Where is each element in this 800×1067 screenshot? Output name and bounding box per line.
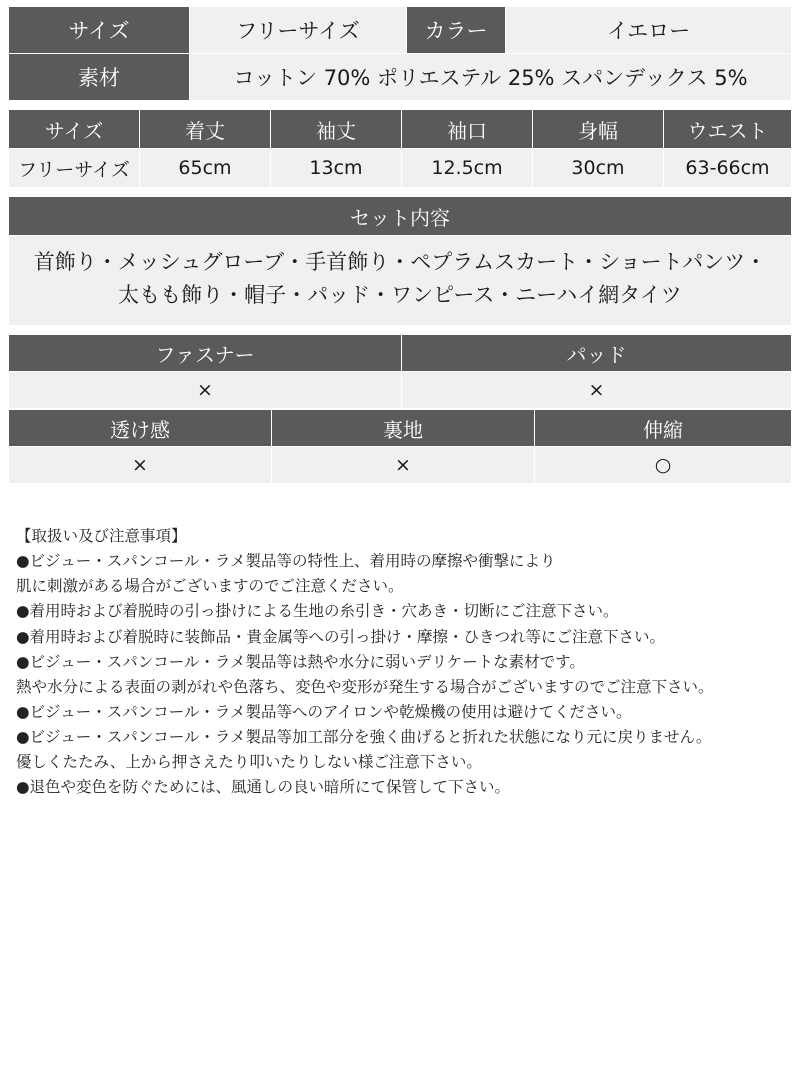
- feature-value-lining: ×: [272, 447, 535, 484]
- set-contents-line-2: 太もも飾り・帽子・パッド・ワンピース・ニーハイ網タイツ: [118, 282, 682, 307]
- feature-header-lining: 裏地: [272, 410, 535, 447]
- table-row: [9, 335, 792, 372]
- table-row: [9, 7, 792, 54]
- set-contents-table: [8, 196, 792, 326]
- spec-color-header: カラー: [407, 7, 506, 54]
- table-row: [9, 197, 792, 236]
- care-note-line: 熱や水分による表面の剥がれや色落ち、変色や変形が発生する場合がございますのでご注意下さい。: [16, 677, 714, 696]
- table-row: [9, 410, 792, 447]
- care-note-line: ●着用時および着脱時の引っ掛けによる生地の糸引き・穴あき・切断にご注意下さい。: [16, 602, 619, 621]
- table-row: [9, 149, 792, 188]
- care-notes-title: 【取扱い及び注意事項】: [16, 527, 187, 546]
- spec-material-value: コットン 70% ポリエステル 25% スパンデックス 5%: [190, 54, 792, 101]
- table-row: [9, 54, 792, 101]
- measure-value-sleeve-length: 13cm: [271, 149, 402, 188]
- feature-value-sheerness: ×: [9, 447, 272, 484]
- set-contents-body: [9, 236, 792, 326]
- spec-size-value: フリーサイズ: [190, 7, 407, 54]
- care-note-line: ●退色や変色を防ぐためには、風通しの良い暗所にて保管して下さい。: [16, 778, 511, 797]
- feature-header-pad: パッド: [402, 335, 792, 372]
- spec-color-value: イエロー: [506, 7, 792, 54]
- measurement-table: [8, 109, 792, 188]
- table-row: [9, 236, 792, 326]
- care-note-line: ●ビジュー・スパンコール・ラメ製品等加工部分を強く曲げると折れた状態になり元に戻りません。: [16, 727, 712, 746]
- feature-header-sheerness: 透け感: [9, 410, 272, 447]
- set-contents-header: セット内容: [9, 197, 792, 236]
- measure-header-width: 身幅: [533, 110, 664, 149]
- spec-material-header: 素材: [9, 54, 190, 101]
- measure-header-waist: ウエスト: [664, 110, 792, 149]
- care-notes: [8, 524, 792, 800]
- spec-size-header: サイズ: [9, 7, 190, 54]
- table-row: [9, 447, 792, 484]
- table-row: [9, 110, 792, 149]
- table-row: [9, 372, 792, 409]
- care-note-line: ●着用時および着脱時に装飾品・貴金属等への引っ掛け・摩擦・ひきつれ等にご注意下さい。: [16, 627, 666, 646]
- care-note-line: 優しくたたみ、上から押さえたり叩いたりしない様ご注意下さい。: [16, 753, 482, 772]
- measure-header-size: サイズ: [9, 110, 140, 149]
- care-note-line: ●ビジュー・スパンコール・ラメ製品等は熱や水分に弱いデリケートな素材です。: [16, 652, 585, 671]
- care-note-line: 肌に刺激がある場合がございますのでご注意ください。: [16, 577, 404, 596]
- measure-header-cuff: 袖口: [402, 110, 533, 149]
- feature-value-zipper: ×: [9, 372, 402, 409]
- feature-header-zipper: ファスナー: [9, 335, 402, 372]
- care-note-line: ●ビジュー・スパンコール・ラメ製品等へのアイロンや乾燥機の使用は避けてください。: [16, 702, 632, 721]
- feature-value-stretch: ○: [535, 447, 792, 484]
- measure-value-waist: 63-66cm: [664, 149, 792, 188]
- features-table-2: [8, 409, 792, 484]
- measure-header-length: 着丈: [140, 110, 271, 149]
- measure-value-size: フリーサイズ: [9, 149, 140, 188]
- feature-header-stretch: 伸縮: [535, 410, 792, 447]
- measure-value-cuff: 12.5cm: [402, 149, 533, 188]
- measure-value-length: 65cm: [140, 149, 271, 188]
- features-table: [8, 334, 792, 409]
- measure-header-sleeve-length: 袖丈: [271, 110, 402, 149]
- care-note-line: ●ビジュー・スパンコール・ラメ製品等の特性上、着用時の摩擦や衝撃により: [16, 552, 556, 571]
- spec-table: [8, 6, 792, 101]
- feature-value-pad: ×: [402, 372, 792, 409]
- set-contents-line-1: 首飾り・メッシュグローブ・手首飾り・ペプラムスカート・ショートパンツ・: [33, 250, 767, 274]
- measure-value-width: 30cm: [533, 149, 664, 188]
